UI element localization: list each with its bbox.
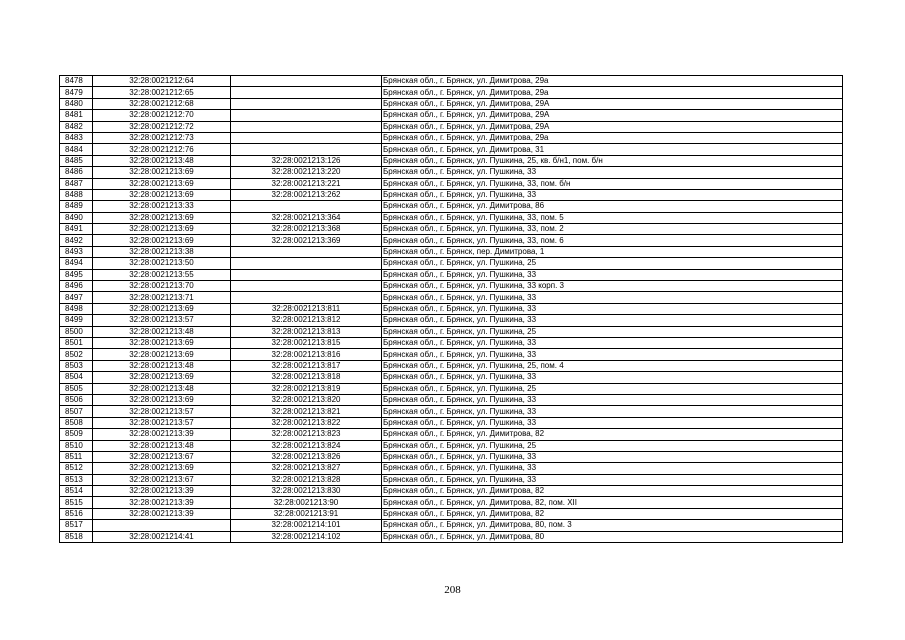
address-cell: Брянская обл., г. Брянск, ул. Пушкина, 33 [382,372,843,383]
object-number-cell: 32:28:0021213:816 [231,349,382,360]
address-cell: Брянская обл., г. Брянск, ул. Пушкина, 33 [382,474,843,485]
address-cell: Брянская обл., г. Брянск, ул. Димитрова, 82 [382,429,843,440]
row-number-cell: 8495 [60,269,93,280]
cadastral-number-cell: 32:28:0021213:69 [93,337,231,348]
row-number-cell: 8501 [60,337,93,348]
address-cell: Брянская обл., г. Брянск, ул. Димитрова, 29А [382,98,843,109]
address-cell: Брянская обл., г. Брянск, ул. Пушкина, 25, пом. 4 [382,360,843,371]
object-number-cell: 32:28:0021213:820 [231,394,382,405]
cadastral-number-cell: 32:28:0021213:48 [93,360,231,371]
table-row [60,326,843,337]
address-cell: Брянская обл., г. Брянск, ул. Пушкина, 33 [382,451,843,462]
object-number-cell [231,76,382,87]
object-number-cell: 32:28:0021213:369 [231,235,382,246]
object-number-cell [231,87,382,98]
object-number-cell: 32:28:0021213:811 [231,303,382,314]
table-row [60,98,843,109]
object-number-cell [231,246,382,257]
cadastral-number-cell: 32:28:0021213:69 [93,349,231,360]
cadastral-number-cell: 32:28:0021213:69 [93,178,231,189]
row-number-cell: 8500 [60,326,93,337]
cadastral-number-cell: 32:28:0021213:39 [93,497,231,508]
object-number-cell: 32:28:0021213:91 [231,508,382,519]
table-row [60,269,843,280]
address-cell: Брянская обл., г. Брянск, ул. Пушкина, 33 [382,417,843,428]
table-row [60,520,843,531]
row-number-cell: 8496 [60,281,93,292]
address-cell: Брянская обл., г. Брянск, ул. Пушкина, 33 [382,394,843,405]
table-row [60,110,843,121]
row-number-cell: 8508 [60,417,93,428]
cadastral-number-cell: 32:28:0021213:69 [93,235,231,246]
table-row [60,155,843,166]
cadastral-number-cell: 32:28:0021213:57 [93,315,231,326]
row-number-cell: 8498 [60,303,93,314]
object-number-cell: 32:28:0021213:821 [231,406,382,417]
address-cell: Брянская обл., г. Брянск, ул. Пушкина, 25 [382,258,843,269]
row-number-cell: 8481 [60,110,93,121]
address-cell: Брянская обл., г. Брянск, ул. Пушкина, 33 [382,337,843,348]
table-row [60,189,843,200]
row-number-cell: 8491 [60,224,93,235]
object-number-cell [231,121,382,132]
address-cell: Брянская обл., г. Брянск, пер. Димитрова, 1 [382,246,843,257]
address-cell: Брянская обл., г. Брянск, ул. Пушкина, 33 [382,406,843,417]
cadastral-number-cell: 32:28:0021212:76 [93,144,231,155]
object-number-cell: 32:28:0021213:126 [231,155,382,166]
address-cell: Брянская обл., г. Брянск, ул. Пушкина, 33 [382,303,843,314]
address-cell: Брянская обл., г. Брянск, ул. Пушкина, 25 [382,326,843,337]
table-row [60,315,843,326]
object-number-cell: 32:28:0021213:90 [231,497,382,508]
object-number-cell [231,110,382,121]
object-number-cell: 32:28:0021213:815 [231,337,382,348]
address-cell: Брянская обл., г. Брянск, ул. Пушкина, 33 [382,269,843,280]
address-cell: Брянская обл., г. Брянск, ул. Пушкина, 33, пом. 6 [382,235,843,246]
cadastral-number-cell: 32:28:0021213:69 [93,394,231,405]
object-number-cell: 32:28:0021213:262 [231,189,382,200]
address-cell: Брянская обл., г. Брянск, ул. Димитрова, 82 [382,508,843,519]
table-row [60,167,843,178]
object-number-cell: 32:28:0021213:812 [231,315,382,326]
object-number-cell: 32:28:0021213:823 [231,429,382,440]
cadastral-number-cell: 32:28:0021213:71 [93,292,231,303]
table-row [60,201,843,212]
row-number-cell: 8512 [60,463,93,474]
address-cell: Брянская обл., г. Брянск, ул. Димитрова, 80 [382,531,843,542]
table-row [60,212,843,223]
table-row [60,246,843,257]
row-number-cell: 8505 [60,383,93,394]
cadastral-number-cell: 32:28:0021213:69 [93,463,231,474]
table-row [60,87,843,98]
object-number-cell: 32:28:0021213:813 [231,326,382,337]
row-number-cell: 8478 [60,76,93,87]
address-cell: Брянская обл., г. Брянск, ул. Пушкина, 25, кв. б/н1, пом. б/н [382,155,843,166]
cadastral-number-cell: 32:28:0021213:57 [93,406,231,417]
cadastral-number-cell: 32:28:0021213:50 [93,258,231,269]
table-row [60,429,843,440]
table-row [60,178,843,189]
row-number-cell: 8487 [60,178,93,189]
address-cell: Брянская обл., г. Брянск, ул. Пушкина, 33 [382,349,843,360]
address-cell: Брянская обл., г. Брянск, ул. Димитрова, 31 [382,144,843,155]
row-number-cell: 8502 [60,349,93,360]
object-number-cell [231,98,382,109]
address-cell: Брянская обл., г. Брянск, ул. Пушкина, 25 [382,440,843,451]
cadastral-number-cell: 32:28:0021213:48 [93,326,231,337]
cadastral-number-cell: 32:28:0021213:69 [93,212,231,223]
row-number-cell: 8485 [60,155,93,166]
table-row [60,440,843,451]
cadastral-number-cell: 32:28:0021213:69 [93,372,231,383]
row-number-cell: 8486 [60,167,93,178]
row-number-cell: 8484 [60,144,93,155]
cadastral-number-cell: 32:28:0021213:48 [93,440,231,451]
address-cell: Брянская обл., г. Брянск, ул. Пушкина, 33 [382,463,843,474]
cadastral-table [59,75,843,543]
page-number: 208 [444,584,461,596]
object-number-cell: 32:28:0021213:824 [231,440,382,451]
cadastral-number-cell: 32:28:0021213:67 [93,451,231,462]
row-number-cell: 8503 [60,360,93,371]
table-row [60,474,843,485]
row-number-cell: 8514 [60,486,93,497]
object-number-cell [231,144,382,155]
object-number-cell [231,258,382,269]
table-row [60,383,843,394]
cadastral-number-cell: 32:28:0021213:69 [93,224,231,235]
row-number-cell: 8483 [60,132,93,143]
table-row [60,144,843,155]
cadastral-number-cell: 32:28:0021213:48 [93,155,231,166]
address-cell: Брянская обл., г. Брянск, ул. Пушкина, 33, пом. б/н [382,178,843,189]
row-number-cell: 8506 [60,394,93,405]
row-number-cell: 8499 [60,315,93,326]
table-row [60,486,843,497]
cadastral-number-cell: 32:28:0021213:57 [93,417,231,428]
row-number-cell: 8497 [60,292,93,303]
object-number-cell [231,269,382,280]
table-row [60,360,843,371]
table-body [60,76,843,543]
table-row [60,337,843,348]
address-cell: Брянская обл., г. Брянск, ул. Димитрова, 29а [382,76,843,87]
cadastral-number-cell: 32:28:0021213:69 [93,167,231,178]
object-number-cell: 32:28:0021213:827 [231,463,382,474]
table-row [60,292,843,303]
object-number-cell [231,281,382,292]
object-number-cell: 32:28:0021213:220 [231,167,382,178]
cadastral-number-cell: 32:28:0021212:73 [93,132,231,143]
table-row [60,76,843,87]
table-row [60,349,843,360]
table-row [60,281,843,292]
address-cell: Брянская обл., г. Брянск, ул. Пушкина, 33 [382,292,843,303]
object-number-cell: 32:28:0021213:817 [231,360,382,371]
address-cell: Брянская обл., г. Брянск, ул. Димитрова, 86 [382,201,843,212]
table-row [60,132,843,143]
address-cell: Брянская обл., г. Брянск, ул. Димитрова, 29а [382,132,843,143]
address-cell: Брянская обл., г. Брянск, ул. Димитрова, 29а [382,87,843,98]
row-number-cell: 8511 [60,451,93,462]
table-row [60,508,843,519]
address-cell: Брянская обл., г. Брянск, ул. Димитрова, 29А [382,110,843,121]
row-number-cell: 8515 [60,497,93,508]
row-number-cell: 8504 [60,372,93,383]
row-number-cell: 8518 [60,531,93,542]
cadastral-number-cell: 32:28:0021213:39 [93,429,231,440]
row-number-cell: 8490 [60,212,93,223]
cadastral-number-cell: 32:28:0021214:41 [93,531,231,542]
cadastral-number-cell [93,520,231,531]
row-number-cell: 8492 [60,235,93,246]
row-number-cell: 8480 [60,98,93,109]
table-row [60,372,843,383]
object-number-cell: 32:28:0021213:368 [231,224,382,235]
table-row [60,394,843,405]
object-number-cell [231,132,382,143]
object-number-cell: 32:28:0021213:221 [231,178,382,189]
cadastral-number-cell: 32:28:0021212:70 [93,110,231,121]
row-number-cell: 8510 [60,440,93,451]
cadastral-number-cell: 32:28:0021212:72 [93,121,231,132]
row-number-cell: 8507 [60,406,93,417]
object-number-cell: 32:28:0021213:819 [231,383,382,394]
cadastral-number-cell: 32:28:0021213:69 [93,303,231,314]
cadastral-number-cell: 32:28:0021213:48 [93,383,231,394]
address-cell: Брянская обл., г. Брянск, ул. Пушкина, 33, пом. 2 [382,224,843,235]
object-number-cell: 32:28:0021213:830 [231,486,382,497]
table-row [60,463,843,474]
address-cell: Брянская обл., г. Брянск, ул. Пушкина, 25 [382,383,843,394]
address-cell: Брянская обл., г. Брянск, ул. Димитрова, 82 [382,486,843,497]
row-number-cell: 8517 [60,520,93,531]
object-number-cell: 32:28:0021213:364 [231,212,382,223]
address-cell: Брянская обл., г. Брянск, ул. Димитрова, 80, пом. 3 [382,520,843,531]
object-number-cell [231,201,382,212]
object-number-cell: 32:28:0021214:101 [231,520,382,531]
cadastral-number-cell: 32:28:0021213:39 [93,508,231,519]
cadastral-number-cell: 32:28:0021213:33 [93,201,231,212]
row-number-cell: 8479 [60,87,93,98]
row-number-cell: 8513 [60,474,93,485]
cadastral-number-cell: 32:28:0021213:67 [93,474,231,485]
address-cell: Брянская обл., г. Брянск, ул. Пушкина, 33 [382,167,843,178]
table-row [60,303,843,314]
row-number-cell: 8488 [60,189,93,200]
address-cell: Брянская обл., г. Брянск, ул. Пушкина, 33 [382,315,843,326]
object-number-cell: 32:28:0021213:828 [231,474,382,485]
cadastral-number-cell: 32:28:0021213:55 [93,269,231,280]
cadastral-number-cell: 32:28:0021212:64 [93,76,231,87]
cadastral-number-cell: 32:28:0021212:68 [93,98,231,109]
table-row [60,406,843,417]
address-cell: Брянская обл., г. Брянск, ул. Пушкина, 33 [382,189,843,200]
cadastral-number-cell: 32:28:0021213:69 [93,189,231,200]
table-row [60,224,843,235]
address-cell: Брянская обл., г. Брянск, ул. Димитрова, 82, пом. XII [382,497,843,508]
object-number-cell: 32:28:0021213:818 [231,372,382,383]
table-row [60,451,843,462]
row-number-cell: 8489 [60,201,93,212]
cadastral-number-cell: 32:28:0021213:38 [93,246,231,257]
object-number-cell: 32:28:0021213:826 [231,451,382,462]
row-number-cell: 8493 [60,246,93,257]
address-cell: Брянская обл., г. Брянск, ул. Димитрова, 29А [382,121,843,132]
object-number-cell [231,292,382,303]
table-row [60,258,843,269]
table-row [60,417,843,428]
object-number-cell: 32:28:0021214:102 [231,531,382,542]
table-row [60,497,843,508]
table-row [60,235,843,246]
cadastral-number-cell: 32:28:0021212:65 [93,87,231,98]
table-row [60,531,843,542]
cadastral-number-cell: 32:28:0021213:70 [93,281,231,292]
cadastral-number-cell: 32:28:0021213:39 [93,486,231,497]
row-number-cell: 8509 [60,429,93,440]
address-cell: Брянская обл., г. Брянск, ул. Пушкина, 33, пом. 5 [382,212,843,223]
object-number-cell: 32:28:0021213:822 [231,417,382,428]
address-cell: Брянская обл., г. Брянск, ул. Пушкина, 33 корп. 3 [382,281,843,292]
row-number-cell: 8494 [60,258,93,269]
table-row [60,121,843,132]
row-number-cell: 8482 [60,121,93,132]
row-number-cell: 8516 [60,508,93,519]
